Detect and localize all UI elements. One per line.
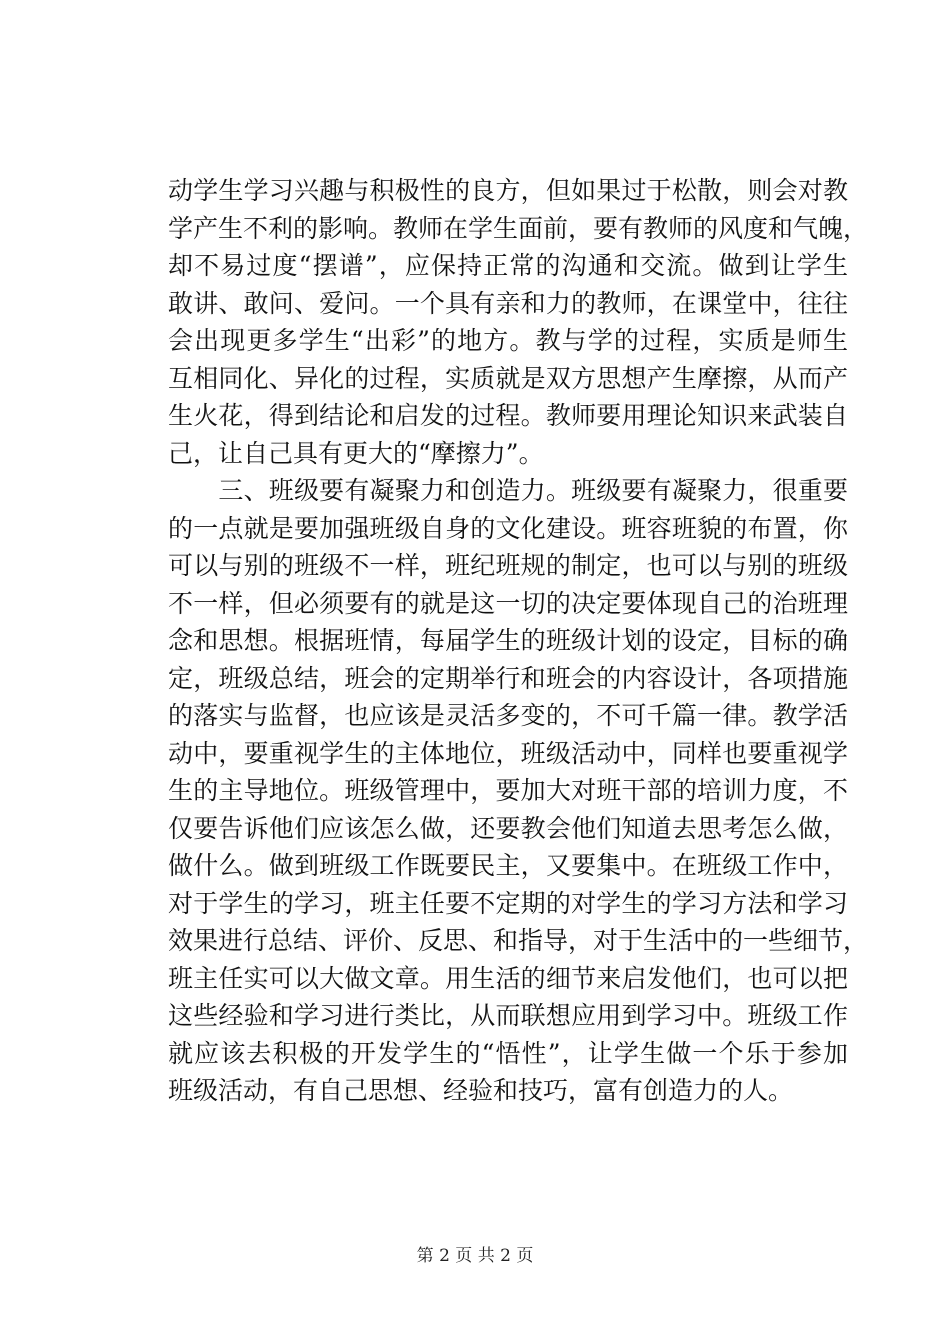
text-line: 敢讲、敢问、爱问。一个具有亲和力的教师，在课堂中，往往 [168, 288, 848, 318]
text-line: 班级活动，有自己思想、经验和技巧，富有创造力的人。 [168, 1076, 794, 1105]
text-line: 会出现更多学生“出彩”的地方。教与学的过程，实质是师生 [168, 326, 848, 355]
document-body [168, 172, 869, 1110]
text-line: 这些经验和学习进行类比，从而联想应用到学习中。班级工作 [168, 1001, 848, 1030]
text-line: 可以与别的班级不一样，班纪班规的制定，也可以与别的班级 [168, 551, 848, 580]
text-line: 仅要告诉他们应该怎么做，还要教会他们知道去思考怎么做， [168, 813, 848, 843]
text-line: 动中，要重视学生的主体地位，班级活动中，同样也要重视学 [168, 738, 848, 768]
text-line: 动学生学习兴趣与积极性的良方，但如果过于松散，则会对教 [168, 176, 848, 205]
text-line: 生的主导地位。班级管理中，要加大对班干部的培训力度，不 [168, 776, 848, 805]
text-line: 互相同化、异化的过程，实质就是双方思想产生摩擦，从而产 [168, 363, 848, 393]
text-line: 学产生不利的影响。教师在学生面前，要有教师的风度和气魄， [168, 213, 869, 243]
text-line: 就应该去积极的开发学生的“悟性”，让学生做一个乐于参加 [168, 1038, 848, 1068]
text-line: 定，班级总结，班会的定期举行和班会的内容设计，各项措施 [168, 663, 848, 693]
text-line: 却不易过度“摆谱”，应保持正常的沟通和交流。做到让学生 [168, 251, 848, 280]
text-line: 三、班级要有凝聚力和创造力。班级要有凝聚力，很重要 [168, 476, 848, 505]
text-line: 生火花，得到结论和启发的过程。教师要用理论知识来武装自 [168, 401, 848, 430]
page-number-footer: 第 2 页 共 2 页 [416, 1246, 534, 1266]
text-line: 己，让自己具有更大的“摩擦力”。 [168, 438, 544, 468]
text-line: 不一样，但必须要有的就是这一切的决定要体现自己的治班理 [168, 588, 848, 618]
text-line: 的落实与监督，也应该是灵活多变的，不可千篇一律。教学活 [168, 701, 848, 730]
text-line: 做什么。做到班级工作既要民主，又要集中。在班级工作中， [168, 851, 848, 880]
text-line: 的一点就是要加强班级自身的文化建设。班容班貌的布置，你 [168, 513, 848, 543]
text-line: 对于学生的学习，班主任要不定期的对学生的学习方法和学习 [168, 888, 848, 918]
text-line: 念和思想。根据班情，每届学生的班级计划的设定，目标的确 [168, 626, 848, 655]
text-line: 效果进行总结、评价、反思、和指导，对于生活中的一些细节， [168, 926, 869, 955]
text-line: 班主任实可以大做文章。用生活的细节来启发他们，也可以把 [168, 963, 848, 993]
